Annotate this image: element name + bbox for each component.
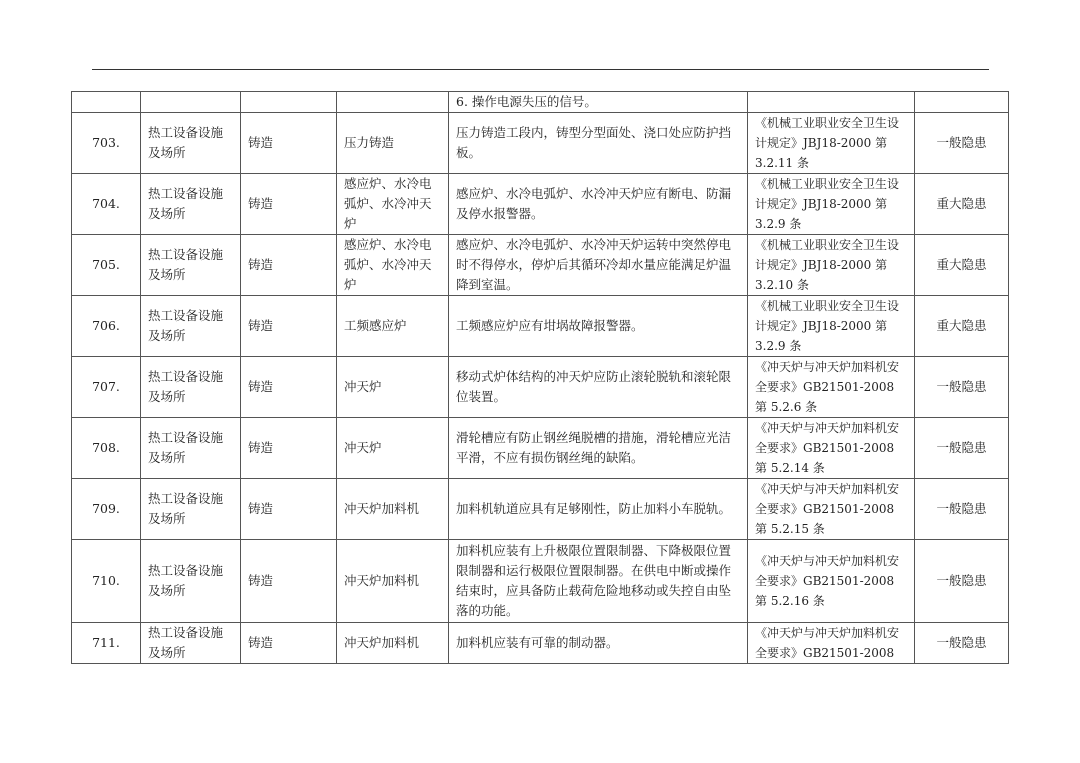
cell-number: 704. bbox=[72, 174, 141, 235]
cell-process: 铸造 bbox=[241, 418, 337, 479]
cell-standard: 《机械工业职业安全卫生设计规定》JBJ18-2000 第3.2.11 条 bbox=[748, 113, 915, 174]
cell-standard: 《冲天炉与冲天炉加料机安全要求》GB21501-2008 第 5.2.14 条 bbox=[748, 418, 915, 479]
table-row bbox=[72, 296, 1009, 357]
cell-requirement: 加料机应装有可靠的制动器。 bbox=[449, 623, 748, 664]
cell-equipment: 冲天炉加料机 bbox=[337, 540, 449, 623]
cell-requirement: 感应炉、水冷电弧炉、水冷冲天炉运转中突然停电时不得停水，停炉后其循环冷却水量应能满足炉温降到室温。 bbox=[449, 235, 748, 296]
cell-standard bbox=[748, 92, 915, 113]
cell-number: 707. bbox=[72, 357, 141, 418]
hazard-table bbox=[71, 91, 1009, 664]
cell-requirement: 滑轮槽应有防止钢丝绳脱槽的措施，滑轮槽应光洁平滑，不应有损伤钢丝绳的缺陷。 bbox=[449, 418, 748, 479]
cell-process: 铸造 bbox=[241, 113, 337, 174]
cell-facility: 热工设备设施及场所 bbox=[141, 623, 241, 664]
cell-standard: 《冲天炉与冲天炉加料机安全要求》GB21501-2008 第 5.2.16 条 bbox=[748, 540, 915, 623]
cell-facility: 热工设备设施及场所 bbox=[141, 418, 241, 479]
table-row bbox=[72, 235, 1009, 296]
table-row bbox=[72, 174, 1009, 235]
cell-process: 铸造 bbox=[241, 623, 337, 664]
cell-level: 重大隐患 bbox=[915, 296, 1009, 357]
cell-requirement: 感应炉、水冷电弧炉、水冷冲天炉应有断电、防漏及停水报警器。 bbox=[449, 174, 748, 235]
cell-process: 铸造 bbox=[241, 357, 337, 418]
table-row bbox=[72, 623, 1009, 664]
cell-number: 703. bbox=[72, 113, 141, 174]
cell-number bbox=[72, 92, 141, 113]
cell-level bbox=[915, 92, 1009, 113]
cell-equipment: 压力铸造 bbox=[337, 113, 449, 174]
cell-process: 铸造 bbox=[241, 540, 337, 623]
cell-facility: 热工设备设施及场所 bbox=[141, 113, 241, 174]
cell-equipment: 冲天炉加料机 bbox=[337, 623, 449, 664]
cell-facility bbox=[141, 92, 241, 113]
cell-level: 一般隐患 bbox=[915, 479, 1009, 540]
cell-level: 一般隐患 bbox=[915, 357, 1009, 418]
cell-equipment bbox=[337, 92, 449, 113]
cell-level: 重大隐患 bbox=[915, 174, 1009, 235]
cell-process bbox=[241, 92, 337, 113]
cell-level: 重大隐患 bbox=[915, 235, 1009, 296]
cell-standard: 《冲天炉与冲天炉加料机安全要求》GB21501-2008 第 5.2.15 条 bbox=[748, 479, 915, 540]
cell-process: 铸造 bbox=[241, 296, 337, 357]
cell-number: 708. bbox=[72, 418, 141, 479]
table-row bbox=[72, 113, 1009, 174]
cell-standard: 《冲天炉与冲天炉加料机安全要求》GB21501-2008 bbox=[748, 623, 915, 664]
cell-equipment: 冲天炉 bbox=[337, 357, 449, 418]
cell-standard: 《机械工业职业安全卫生设计规定》JBJ18-2000 第3.2.9 条 bbox=[748, 296, 915, 357]
cell-number: 705. bbox=[72, 235, 141, 296]
cell-equipment: 感应炉、水冷电弧炉、水冷冲天炉 bbox=[337, 235, 449, 296]
cell-requirement: 加料机轨道应具有足够刚性，防止加料小车脱轨。 bbox=[449, 479, 748, 540]
cell-facility: 热工设备设施及场所 bbox=[141, 296, 241, 357]
cell-facility: 热工设备设施及场所 bbox=[141, 479, 241, 540]
cell-process: 铸造 bbox=[241, 479, 337, 540]
cell-equipment: 冲天炉 bbox=[337, 418, 449, 479]
cell-process: 铸造 bbox=[241, 235, 337, 296]
cell-standard: 《机械工业职业安全卫生设计规定》JBJ18-2000 第3.2.10 条 bbox=[748, 235, 915, 296]
header-rule bbox=[92, 69, 989, 70]
cell-facility: 热工设备设施及场所 bbox=[141, 540, 241, 623]
table-row bbox=[72, 540, 1009, 623]
cell-equipment: 感应炉、水冷电弧炉、水冷冲天炉 bbox=[337, 174, 449, 235]
cell-equipment: 冲天炉加料机 bbox=[337, 479, 449, 540]
table-row-continuation bbox=[72, 92, 1009, 113]
cell-level: 一般隐患 bbox=[915, 540, 1009, 623]
cell-facility: 热工设备设施及场所 bbox=[141, 174, 241, 235]
cell-level: 一般隐患 bbox=[915, 113, 1009, 174]
cell-requirement: 加料机应装有上升极限位置限制器、下降极限位置限制器和运行极限位置限制器。在供电中断或操作结束时，应具备防止载荷危险地移动或失控自由坠落的功能。 bbox=[449, 540, 748, 623]
cell-number: 711. bbox=[72, 623, 141, 664]
cell-equipment: 工频感应炉 bbox=[337, 296, 449, 357]
cell-number: 709. bbox=[72, 479, 141, 540]
cell-requirement: 6. 操作电源失压的信号。 bbox=[449, 92, 748, 113]
table-row bbox=[72, 418, 1009, 479]
cell-number: 706. bbox=[72, 296, 141, 357]
cell-facility: 热工设备设施及场所 bbox=[141, 235, 241, 296]
table-row bbox=[72, 479, 1009, 540]
cell-facility: 热工设备设施及场所 bbox=[141, 357, 241, 418]
cell-process: 铸造 bbox=[241, 174, 337, 235]
cell-requirement: 工频感应炉应有坩埚故障报警器。 bbox=[449, 296, 748, 357]
table-row bbox=[72, 357, 1009, 418]
cell-requirement: 压力铸造工段内，铸型分型面处、浇口处应防护挡板。 bbox=[449, 113, 748, 174]
cell-level: 一般隐患 bbox=[915, 418, 1009, 479]
cell-standard: 《机械工业职业安全卫生设计规定》JBJ18-2000 第3.2.9 条 bbox=[748, 174, 915, 235]
cell-level: 一般隐患 bbox=[915, 623, 1009, 664]
cell-number: 710. bbox=[72, 540, 141, 623]
cell-requirement: 移动式炉体结构的冲天炉应防止滚轮脱轨和滚轮限位装置。 bbox=[449, 357, 748, 418]
cell-standard: 《冲天炉与冲天炉加料机安全要求》GB21501-2008 第 5.2.6 条 bbox=[748, 357, 915, 418]
